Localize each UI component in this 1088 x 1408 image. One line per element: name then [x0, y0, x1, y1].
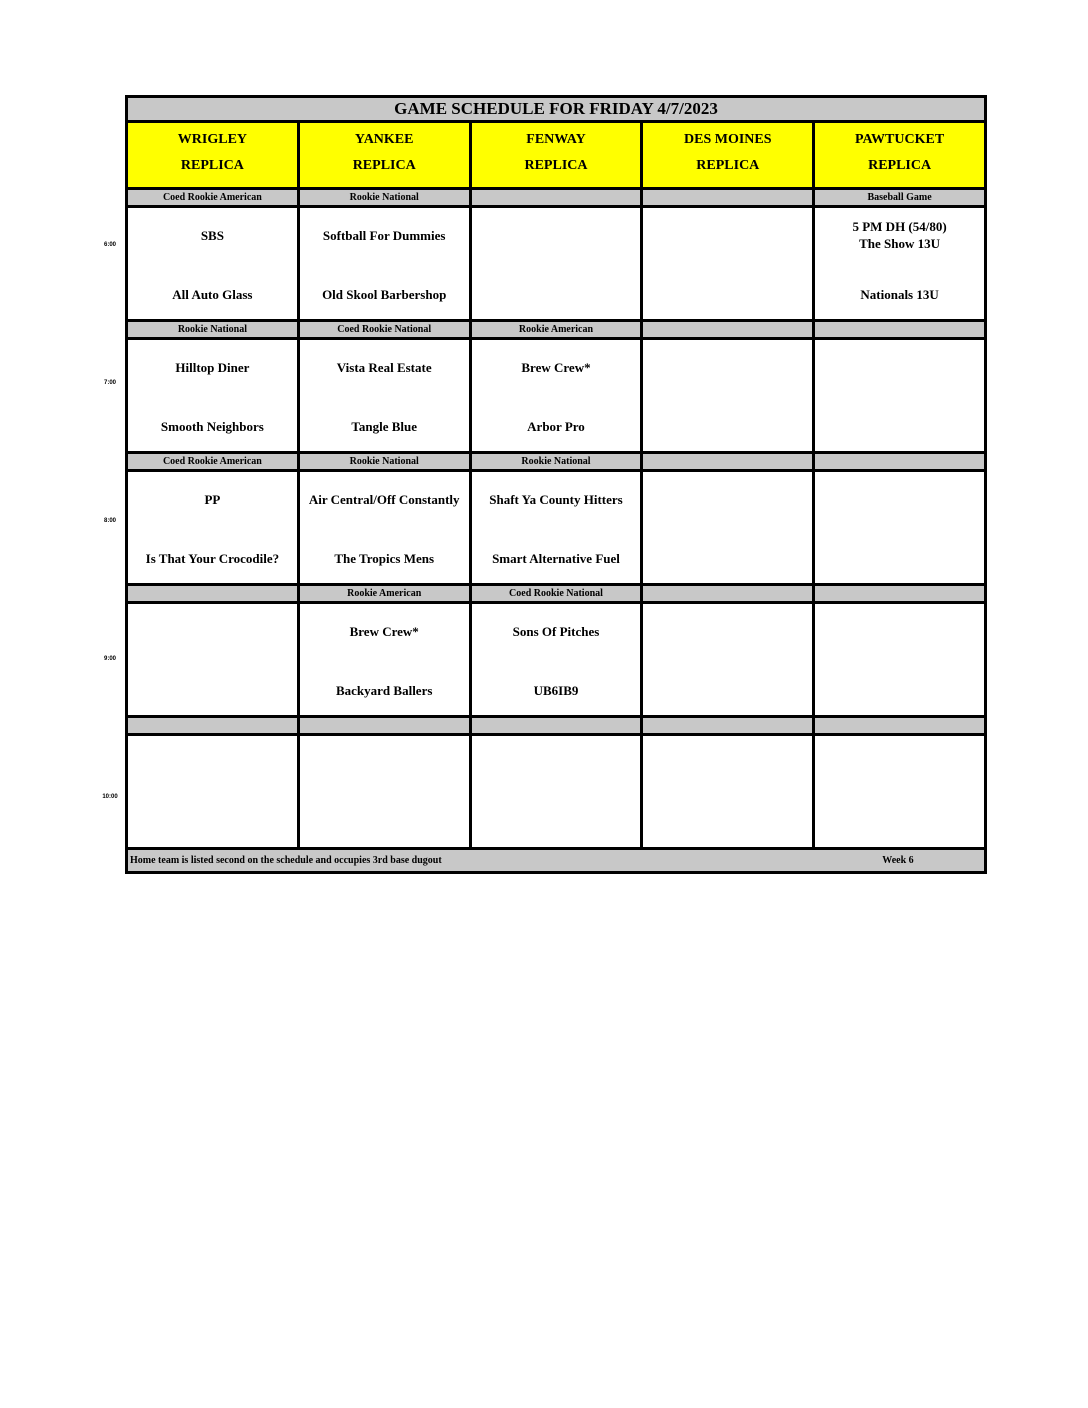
time-label: 9:00	[103, 656, 116, 662]
field-sub: REPLICA	[696, 158, 760, 173]
game-cell	[472, 604, 644, 715]
field-header-pawtucket	[815, 123, 984, 187]
time-label: 6:00	[103, 242, 116, 248]
home-team: Old Skool Barbershop	[322, 287, 447, 302]
home-team: Tangle Blue	[351, 419, 417, 434]
division-label	[128, 718, 300, 733]
visiting-team: Air Central/Off Constantly	[308, 492, 460, 507]
home-team: Arbor Pro	[527, 419, 585, 434]
game-cell	[815, 736, 984, 847]
visiting-team: Vista Real Estate	[336, 360, 432, 375]
division-band	[128, 718, 984, 736]
division-label	[643, 322, 815, 337]
division-label: Baseball Game	[867, 192, 932, 203]
division-label	[643, 454, 815, 469]
game-cell	[128, 604, 300, 715]
game-cell	[643, 472, 815, 583]
field-sub: REPLICA	[352, 158, 416, 173]
week-label: Week 6	[882, 855, 914, 866]
visiting-team: Hilltop Diner	[175, 360, 250, 375]
visiting-team: Softball For Dummies	[322, 228, 446, 243]
division-label	[300, 718, 472, 733]
game-cell	[128, 340, 300, 451]
game-cell	[815, 208, 984, 319]
game-cell	[472, 208, 644, 319]
game-cell	[815, 472, 984, 583]
home-team: Smart Alternative Fuel	[492, 551, 620, 566]
home-team: The Tropics Mens	[334, 551, 435, 566]
division-label	[643, 190, 815, 205]
home-team-note: Home team is listed second on the schedule and occupies 3rd base dugout	[130, 855, 442, 866]
division-label	[643, 718, 815, 733]
field-header-yankee	[300, 123, 472, 187]
game-row	[128, 472, 984, 586]
visiting-team	[815, 218, 984, 252]
game-cell	[300, 472, 472, 583]
home-team: UB6IB9	[533, 683, 579, 698]
division-label: Coed Rookie National	[300, 322, 472, 337]
game-cell	[643, 736, 815, 847]
visiting-team: PP	[204, 492, 221, 507]
field-sub: REPLICA	[868, 158, 932, 173]
game-cell	[815, 340, 984, 451]
division-label	[472, 190, 644, 205]
game-cell	[472, 472, 644, 583]
game-row	[128, 604, 984, 718]
field-header-fenway	[472, 123, 644, 187]
division-label: Rookie American	[472, 322, 644, 337]
game-cell	[128, 736, 300, 847]
game-cell	[300, 736, 472, 847]
game-cell	[643, 340, 815, 451]
visiting-team-line: 5 PM DH (54/80)	[852, 219, 947, 234]
game-cell	[300, 208, 472, 319]
time-label: 10:00	[102, 794, 118, 800]
field-name: FENWAY	[526, 132, 586, 147]
division-label	[815, 586, 984, 601]
division-band	[128, 190, 984, 208]
division-label: Rookie National	[472, 454, 644, 469]
field-name: YANKEE	[354, 132, 414, 147]
visiting-team: Sons Of Pitches	[512, 624, 600, 639]
field-name: DES MOINES	[684, 132, 772, 147]
division-label	[128, 586, 300, 601]
game-cell	[128, 472, 300, 583]
game-cell	[472, 340, 644, 451]
field-header-row	[128, 123, 984, 190]
home-team: Backyard Ballers	[335, 683, 433, 698]
game-cell	[643, 604, 815, 715]
game-cell	[472, 736, 644, 847]
game-row	[128, 340, 984, 454]
division-band	[128, 322, 984, 340]
visiting-team-line: The Show 13U	[859, 236, 941, 251]
field-header-wrigley	[128, 123, 300, 187]
division-label: Rookie National	[300, 454, 472, 469]
game-cell	[643, 208, 815, 319]
division-label	[815, 454, 984, 469]
footer-row	[128, 850, 984, 871]
field-header-des-moines	[643, 123, 815, 187]
home-team: Nationals 13U	[860, 287, 939, 302]
division-label: Rookie National	[128, 322, 300, 337]
home-team: All Auto Glass	[172, 287, 253, 302]
division-label: Rookie American	[300, 586, 472, 601]
field-sub: REPLICA	[180, 158, 244, 173]
division-label: Coed Rookie American	[128, 190, 300, 205]
division-label	[643, 586, 815, 601]
division-label: Rookie National	[300, 190, 472, 205]
schedule-title: GAME SCHEDULE FOR FRIDAY 4/7/2023	[128, 98, 984, 123]
home-team: Smooth Neighbors	[160, 419, 264, 434]
field-sub: REPLICA	[524, 158, 588, 173]
schedule-sheet	[125, 95, 987, 874]
game-cell	[128, 208, 300, 319]
game-row	[128, 208, 984, 322]
time-label: 8:00	[103, 518, 116, 524]
game-row	[128, 736, 984, 850]
time-label: 7:00	[103, 380, 116, 386]
field-name: WRIGLEY	[177, 132, 248, 147]
field-name: PAWTUCKET	[854, 132, 945, 147]
division-label	[815, 718, 984, 733]
time-slots	[128, 190, 984, 850]
division-label: Coed Rookie American	[128, 454, 300, 469]
division-label	[472, 718, 644, 733]
division-band	[128, 454, 984, 472]
division-label: Coed Rookie National	[472, 586, 644, 601]
visiting-team: Shaft Ya County Hitters	[489, 492, 623, 507]
game-cell	[300, 604, 472, 715]
visiting-team: SBS	[200, 228, 224, 243]
division-band	[128, 586, 984, 604]
game-cell	[300, 340, 472, 451]
game-cell	[815, 604, 984, 715]
visiting-team: Brew Crew*	[521, 360, 591, 375]
home-team: Is That Your Crocodile?	[145, 551, 280, 566]
visiting-team: Brew Crew*	[349, 624, 419, 639]
division-label	[815, 322, 984, 337]
